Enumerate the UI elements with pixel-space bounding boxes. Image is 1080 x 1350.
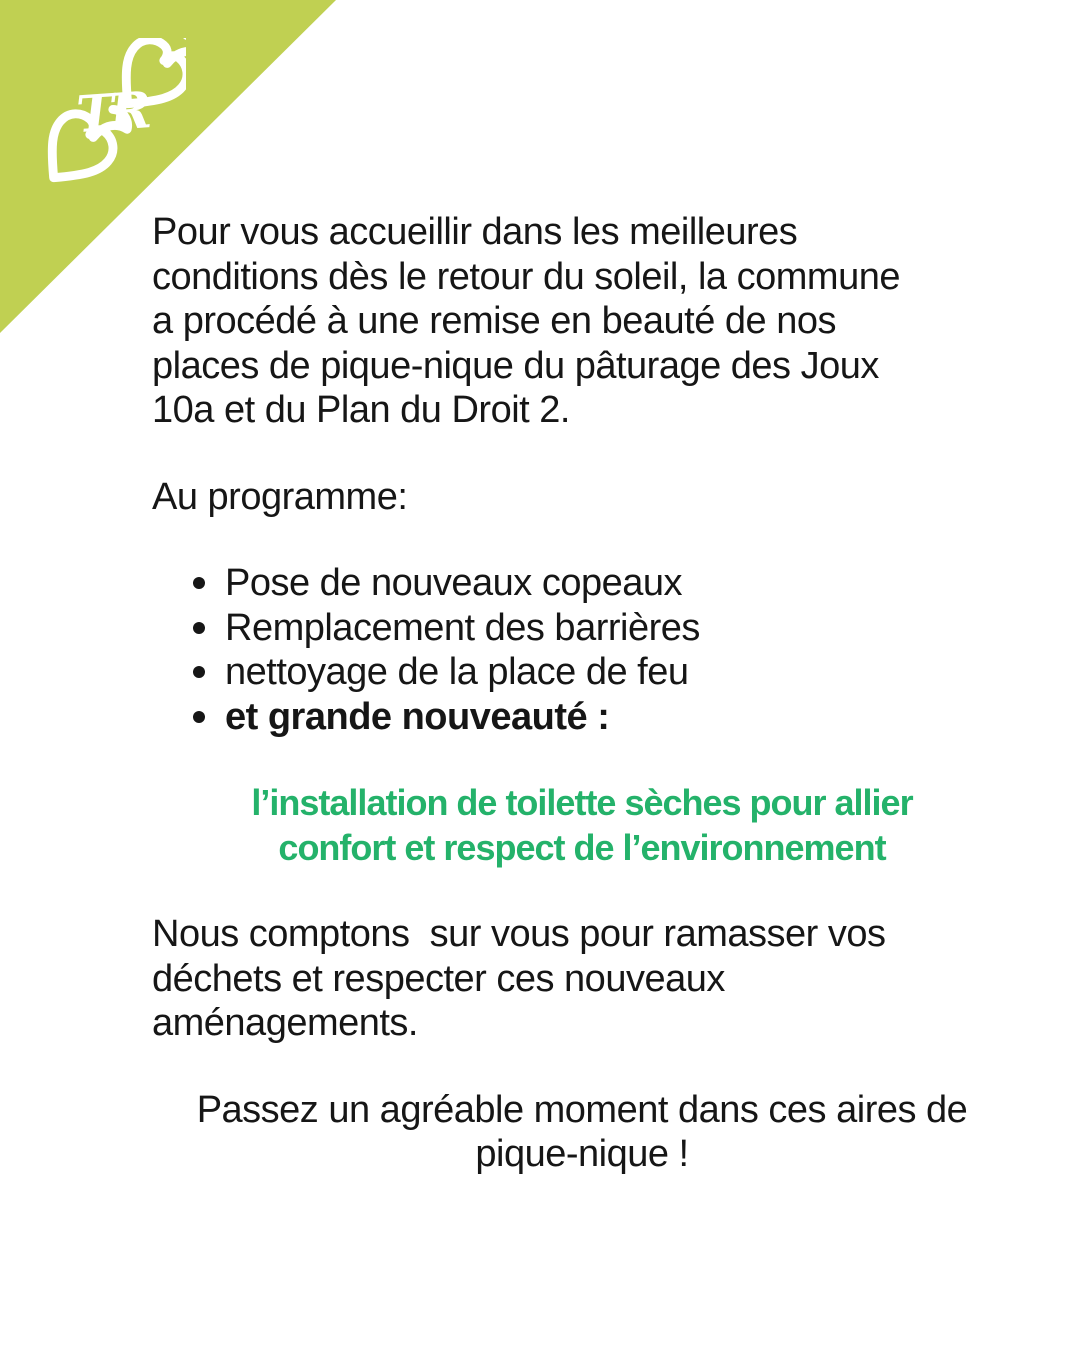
highlight-announcement: [152, 781, 1012, 870]
bullet-marker: [193, 711, 205, 723]
outro-paragraph: [152, 912, 1012, 1046]
commune-logo: [38, 38, 186, 186]
outro-line: Nous comptons sur vous pour ramasser vos: [152, 913, 886, 955]
bullet-item: [152, 561, 1012, 606]
closing-message: [152, 1088, 1012, 1177]
bullet-text: Remplacement des barrières: [225, 606, 700, 649]
logo-monogram: TR: [74, 80, 149, 145]
bullet-marker: [193, 666, 205, 678]
programme-heading: Au programme:: [152, 475, 408, 518]
highlight-line: confort et respect de l’environnement: [278, 826, 886, 868]
intro-line: places de pique-nique du pâturage des Joux: [152, 344, 879, 387]
intro-line: Pour vous accueillir dans les meilleures: [152, 211, 798, 253]
bullet-text-bold: et grande nouveauté :: [225, 695, 610, 738]
intro-line: conditions dès le retour du soleil, la commune: [152, 255, 900, 298]
outro-line: déchets et respecter ces nouveaux: [152, 957, 725, 1000]
bullet-marker: [193, 622, 205, 634]
bullet-text: nettoyage de la place de feu: [225, 651, 689, 693]
bullet-item: [152, 695, 1012, 740]
intro-line: a procédé à une remise en beauté de nos: [152, 300, 837, 342]
highlight-line: l’installation de toilette sèches pour allier: [251, 782, 913, 823]
closing-line: pique-nique !: [475, 1133, 689, 1175]
intro-paragraph: [152, 210, 1012, 433]
bullet-item: [152, 606, 1012, 651]
closing-line: Passez un agréable moment dans ces aires de: [196, 1088, 968, 1131]
bullet-text: Pose de nouveaux copeaux: [225, 562, 683, 604]
bullet-item: [152, 650, 1012, 695]
bullet-marker: [193, 577, 205, 589]
poster-text-column: [152, 210, 1012, 1177]
intro-line: 10a et du Plan du Droit 2.: [152, 389, 570, 431]
outro-line: aménagements.: [152, 1002, 418, 1044]
programme-bullet-list: [152, 561, 1012, 739]
